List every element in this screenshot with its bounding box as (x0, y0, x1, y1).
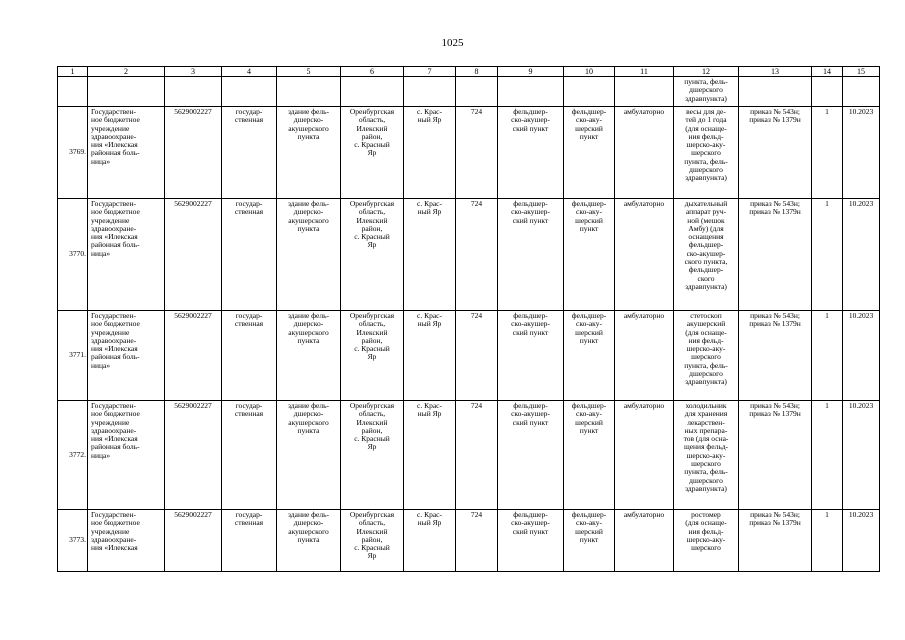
ownership-form-cell: государ- ственная (222, 107, 277, 199)
facility-type-cell: фельдшер- ско-акушер- ский пункт (498, 311, 564, 401)
column-header: 6 (341, 67, 404, 77)
table-row (58, 107, 880, 199)
locality-cell: с. Крас- ный Яр (404, 311, 456, 401)
quantity-cell: 1 (812, 401, 843, 510)
deadline-cell: 10.2023 (843, 401, 880, 510)
quantity-cell: 1 (812, 311, 843, 401)
equipment-cell: дыхательный аппарат руч- ной (мешок Амбу) (для оснащения фельдшер- ско-акушер- ского пункта, фельдшер- ского здравпункта) (674, 199, 739, 311)
inn-cell (165, 77, 222, 107)
quantity-cell (812, 77, 843, 107)
equipment-cell: ростомер (для оснаще- ния фельд- шерско-аку- шерского (674, 510, 739, 572)
row-number-cell: 3769. (58, 107, 88, 199)
unit-type-cell: фельдшер- ско-аку- шерский пункт (564, 199, 615, 311)
column-header: 8 (456, 67, 498, 77)
ownership-form-cell: государ- ственная (222, 401, 277, 510)
locality-cell: с. Крас- ный Яр (404, 401, 456, 510)
unit-type-cell: фельдшер- ско-аку- шерский пункт (564, 107, 615, 199)
row-number-cell (58, 77, 88, 107)
facility-type-cell: фельдшер- ско-акушер- ский пункт (498, 199, 564, 311)
code-cell: 724 (456, 510, 498, 572)
table-row (58, 311, 880, 401)
institution-name-cell: Государствен- ное бюджетное учреждение здравоохране- ния «Илекская районная боль- ница» (88, 311, 165, 401)
care-form-cell: амбулаторно (615, 107, 674, 199)
table-row (58, 77, 880, 107)
equipment-cell: холодильник для хранения лекарствен- ных препара- тов (для осна- щения фельд- шерско-аку- шерского пункта, фель- дшерского здравпункта) (674, 401, 739, 510)
column-number-row (58, 67, 880, 77)
registry-table (57, 66, 880, 572)
quantity-cell: 1 (812, 199, 843, 311)
institution-name-cell: Государствен- ное бюджетное учреждение здравоохране- ния «Илекская районная боль- ница» (88, 107, 165, 199)
facility-type-cell: фельдшер- ско-акушер- ский пункт (498, 510, 564, 572)
building-cell: здание фель- дшерско- акушерского пункта (277, 401, 341, 510)
table-row (58, 199, 880, 311)
equipment-cell: пункта, фель- дшерского здравпункта) (674, 77, 739, 107)
address-cell: Оренбургская область, Илекский район, с. Красный Яр (341, 199, 404, 311)
building-cell: здание фель- дшерско- акушерского пункта (277, 311, 341, 401)
row-number-cell: 3773. (58, 510, 88, 572)
institution-name-cell (88, 77, 165, 107)
column-header: 7 (404, 67, 456, 77)
locality-cell (404, 77, 456, 107)
row-number-cell: 3771. (58, 311, 88, 401)
code-cell: 724 (456, 107, 498, 199)
row-number-cell: 3772. (58, 401, 88, 510)
care-form-cell (615, 77, 674, 107)
address-cell: Оренбургская область, Илекский район, с. Красный Яр (341, 510, 404, 572)
column-header: 1 (58, 67, 88, 77)
inn-cell: 5629002227 (165, 107, 222, 199)
inn-cell: 5629002227 (165, 311, 222, 401)
column-header: 2 (88, 67, 165, 77)
care-form-cell: амбулаторно (615, 510, 674, 572)
locality-cell: с. Крас- ный Яр (404, 510, 456, 572)
equipment-cell: стетоскоп акушерский (для оснаще- ния фельд- шерско-аку- шерского пункта, фель- дшерского здравпункта) (674, 311, 739, 401)
page-number: 1025 (441, 37, 464, 49)
institution-name-cell: Государствен- ное бюджетное учреждение здравоохране- ния «Илекская районная боль- ница» (88, 199, 165, 311)
inn-cell: 5629002227 (165, 401, 222, 510)
ownership-form-cell: государ- ственная (222, 311, 277, 401)
institution-name-cell: Государствен- ное бюджетное учреждение здравоохране- ния «Илекская районная боль- ница» (88, 401, 165, 510)
address-cell: Оренбургская область, Илекский район, с. Красный Яр (341, 311, 404, 401)
inn-cell: 5629002227 (165, 199, 222, 311)
ownership-form-cell: государ- ственная (222, 510, 277, 572)
column-header: 13 (739, 67, 812, 77)
legal-basis-cell: приказ № 543н; приказ № 1379н (739, 199, 812, 311)
unit-type-cell (564, 77, 615, 107)
building-cell: здание фель- дшерско- акушерского пункта (277, 510, 341, 572)
code-cell: 724 (456, 311, 498, 401)
legal-basis-cell: приказ № 543н; приказ № 1379н (739, 510, 812, 572)
unit-type-cell: фельдшер- ско-аку- шерский пункт (564, 311, 615, 401)
column-header: 15 (843, 67, 880, 77)
column-header: 4 (222, 67, 277, 77)
quantity-cell: 1 (812, 510, 843, 572)
institution-name-cell: Государствен- ное бюджетное учреждение здравоохране- ния «Илекская (88, 510, 165, 572)
table-row (58, 401, 880, 510)
care-form-cell: амбулаторно (615, 311, 674, 401)
inn-cell: 5629002227 (165, 510, 222, 572)
facility-type-cell: фельдшер- ско-акушер- ский пункт (498, 401, 564, 510)
deadline-cell: 10.2023 (843, 311, 880, 401)
address-cell: Оренбургская область, Илекский район, с. Красный Яр (341, 401, 404, 510)
deadline-cell (843, 77, 880, 107)
column-header: 5 (277, 67, 341, 77)
building-cell: здание фель- дшерско- акушерского пункта (277, 199, 341, 311)
column-header: 11 (615, 67, 674, 77)
legal-basis-cell: приказ № 543н; приказ № 1379н (739, 311, 812, 401)
care-form-cell: амбулаторно (615, 401, 674, 510)
column-header: 9 (498, 67, 564, 77)
column-header: 3 (165, 67, 222, 77)
deadline-cell: 10.2023 (843, 510, 880, 572)
building-cell (277, 77, 341, 107)
deadline-cell: 10.2023 (843, 107, 880, 199)
unit-type-cell: фельдшер- ско-аку- шерский пункт (564, 510, 615, 572)
unit-type-cell: фельдшер- ско-аку- шерский пункт (564, 401, 615, 510)
code-cell: 724 (456, 199, 498, 311)
equipment-cell: весы для де- тей до 1 года (для оснаще- ния фельд- шерско-аку- шерского пункта, фель- дшерского здравпункта) (674, 107, 739, 199)
locality-cell: с. Крас- ный Яр (404, 199, 456, 311)
deadline-cell: 10.2023 (843, 199, 880, 311)
ownership-form-cell (222, 77, 277, 107)
care-form-cell: амбулаторно (615, 199, 674, 311)
row-number-cell: 3770. (58, 199, 88, 311)
column-header: 14 (812, 67, 843, 77)
table-row (58, 510, 880, 572)
column-header: 12 (674, 67, 739, 77)
address-cell: Оренбургская область, Илекский район, с. Красный Яр (341, 107, 404, 199)
locality-cell: с. Крас- ный Яр (404, 107, 456, 199)
building-cell: здание фель- дшерско- акушерского пункта (277, 107, 341, 199)
column-header: 10 (564, 67, 615, 77)
code-cell: 724 (456, 401, 498, 510)
code-cell (456, 77, 498, 107)
ownership-form-cell: государ- ственная (222, 199, 277, 311)
facility-type-cell (498, 77, 564, 107)
address-cell (341, 77, 404, 107)
legal-basis-cell: приказ № 543н; приказ № 1379н (739, 107, 812, 199)
legal-basis-cell: приказ № 543н; приказ № 1379н (739, 401, 812, 510)
facility-type-cell: фельдшер- ско-акушер- ский пункт (498, 107, 564, 199)
quantity-cell: 1 (812, 107, 843, 199)
legal-basis-cell (739, 77, 812, 107)
